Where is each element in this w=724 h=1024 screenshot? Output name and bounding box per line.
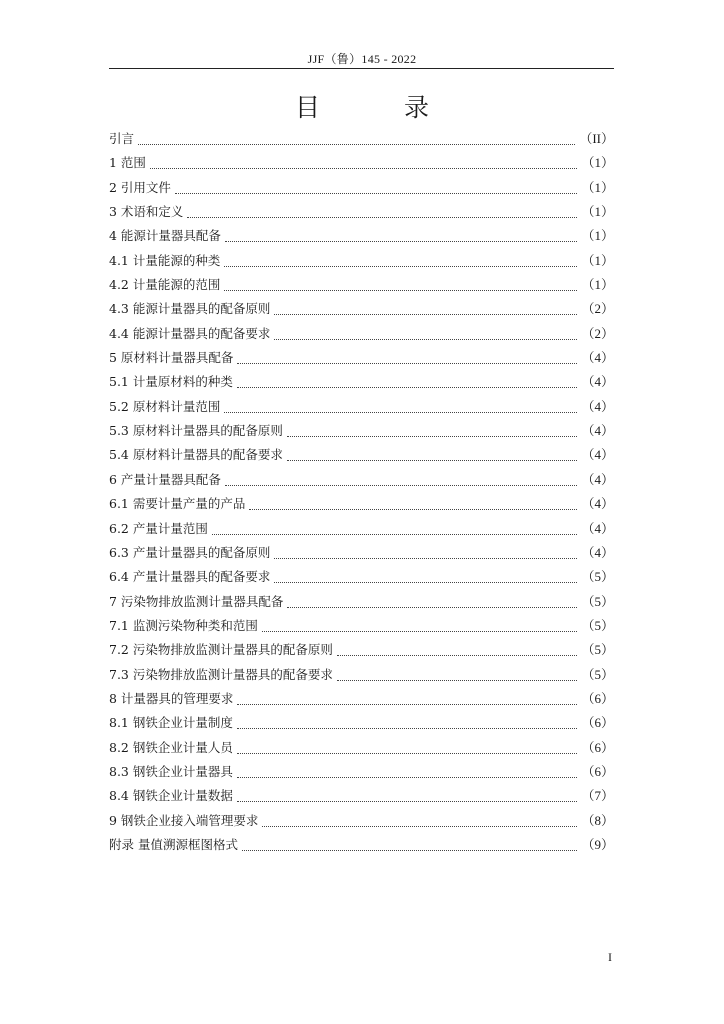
toc-entry[interactable] bbox=[109, 810, 614, 834]
toc-entry-label: 8 计量器具的管理要求 bbox=[109, 690, 234, 706]
toc-entry-page: （5） bbox=[581, 666, 614, 682]
toc-dot-leader bbox=[138, 132, 575, 146]
toc-entry-page: （6） bbox=[581, 739, 614, 755]
toc-dot-leader bbox=[224, 253, 577, 267]
toc-dot-leader bbox=[225, 229, 578, 243]
toc-entry-label: 5.3 原材料计量器具的配备原则 bbox=[109, 423, 283, 439]
toc-entry[interactable] bbox=[109, 542, 614, 566]
toc-entry-label: 7.2 污染物排放监测计量器具的配备原则 bbox=[109, 642, 333, 658]
toc-entry[interactable] bbox=[109, 225, 614, 249]
toc-entry-page: （II） bbox=[579, 131, 614, 146]
toc-entry-label: 3 术语和定义 bbox=[109, 204, 184, 220]
toc-entry[interactable] bbox=[109, 785, 614, 809]
toc-entry[interactable] bbox=[109, 639, 614, 663]
toc-entry-label: 4.4 能源计量器具的配备要求 bbox=[109, 325, 271, 341]
toc-dot-leader bbox=[287, 424, 578, 438]
page-title: 目 录 bbox=[295, 93, 467, 122]
toc-entry-page: （1） bbox=[581, 252, 614, 268]
toc-entry-page: （1） bbox=[581, 179, 614, 195]
toc-entry[interactable] bbox=[109, 128, 614, 152]
toc-dot-leader bbox=[274, 545, 577, 559]
toc-entry-page: （4） bbox=[581, 544, 614, 560]
toc-dot-leader bbox=[212, 521, 578, 535]
toc-entry-label: 6 产量计量器具配备 bbox=[109, 471, 221, 487]
toc-entry[interactable] bbox=[109, 688, 614, 712]
toc-entry[interactable] bbox=[109, 371, 614, 395]
toc-dot-leader bbox=[187, 205, 577, 219]
toc-entry[interactable] bbox=[109, 323, 614, 347]
toc-dot-leader bbox=[274, 302, 577, 316]
toc-entry-label: 7 污染物排放监测计量器具配备 bbox=[109, 593, 284, 609]
toc-entry-label: 附录 量值溯源框图格式 bbox=[109, 836, 238, 852]
toc-entry-page: （1） bbox=[581, 204, 614, 220]
toc-entry-label: 1 范围 bbox=[109, 155, 146, 171]
toc-entry-page: （2） bbox=[581, 301, 614, 317]
toc-entry[interactable] bbox=[109, 761, 614, 785]
toc-entry-label: 5.4 原材料计量器具的配备要求 bbox=[109, 447, 283, 463]
toc-dot-leader bbox=[237, 716, 578, 730]
toc-dot-leader bbox=[249, 497, 577, 511]
header-divider bbox=[109, 68, 614, 69]
toc-dot-leader bbox=[274, 326, 577, 340]
toc-dot-leader bbox=[287, 594, 577, 608]
toc-dot-leader bbox=[237, 740, 578, 754]
toc-entry-page: （6） bbox=[581, 690, 614, 706]
toc-dot-leader bbox=[274, 570, 577, 584]
toc-entry[interactable] bbox=[109, 420, 614, 444]
toc-entry-page: （6） bbox=[581, 763, 614, 779]
toc-entry-page: （6） bbox=[581, 715, 614, 731]
toc-dot-leader bbox=[237, 351, 577, 365]
toc-entry-page: （5） bbox=[581, 617, 614, 633]
toc-entry-label: 8.1 钢铁企业计量制度 bbox=[109, 715, 233, 731]
toc-entry-label: 6.4 产量计量器具的配备要求 bbox=[109, 569, 271, 585]
toc-entry-label: 4.2 计量能源的范围 bbox=[109, 277, 221, 293]
toc-entry[interactable] bbox=[109, 444, 614, 468]
toc-entry-page: （1） bbox=[581, 155, 614, 171]
page-number: I bbox=[608, 950, 612, 964]
toc-dot-leader bbox=[337, 667, 578, 681]
toc-dot-leader bbox=[150, 156, 578, 170]
toc-entry-label: 5.2 原材料计量范围 bbox=[109, 398, 221, 414]
toc-entry-page: （4） bbox=[581, 520, 614, 536]
toc-entry-label: 5 原材料计量器具配备 bbox=[109, 350, 234, 366]
toc-entry[interactable] bbox=[109, 201, 614, 225]
toc-entry-page: （4） bbox=[581, 447, 614, 463]
toc-entry[interactable] bbox=[109, 615, 614, 639]
toc-entry-page: （4） bbox=[581, 496, 614, 512]
toc-dot-leader bbox=[175, 180, 578, 194]
toc-entry-page: （4） bbox=[581, 374, 614, 390]
table-of-contents bbox=[109, 128, 614, 858]
toc-entry[interactable] bbox=[109, 737, 614, 761]
toc-entry-label: 8.2 钢铁企业计量人员 bbox=[109, 739, 233, 755]
toc-entry-label: 6.2 产量计量范围 bbox=[109, 520, 208, 536]
running-header: JJF（鲁）145 - 2022 bbox=[307, 52, 417, 66]
toc-dot-leader bbox=[262, 813, 577, 827]
toc-dot-leader bbox=[225, 472, 578, 486]
toc-entry-page: （9） bbox=[581, 836, 614, 852]
toc-entry-label: 4.1 计量能源的种类 bbox=[109, 252, 221, 268]
toc-entry[interactable] bbox=[109, 250, 614, 274]
toc-dot-leader bbox=[237, 691, 577, 705]
toc-entry-label: 引言 bbox=[109, 131, 135, 146]
toc-entry[interactable] bbox=[109, 152, 614, 176]
toc-entry-page: （4） bbox=[581, 350, 614, 366]
toc-entry-page: （7） bbox=[581, 788, 614, 804]
toc-entry-label: 4.3 能源计量器具的配备原则 bbox=[109, 301, 271, 317]
toc-entry-label: 4 能源计量器具配备 bbox=[109, 228, 221, 244]
toc-entry-page: （2） bbox=[581, 325, 614, 341]
toc-entry-page: （5） bbox=[581, 569, 614, 585]
toc-dot-leader bbox=[237, 789, 578, 803]
toc-entry-label: 2 引用文件 bbox=[109, 179, 171, 195]
toc-entry-label: 8.3 钢铁企业计量器具 bbox=[109, 763, 233, 779]
toc-entry[interactable] bbox=[109, 664, 614, 688]
toc-dot-leader bbox=[337, 643, 578, 657]
toc-entry-label: 6.3 产量计量器具的配备原则 bbox=[109, 544, 271, 560]
toc-entry-page: （1） bbox=[581, 228, 614, 244]
toc-dot-leader bbox=[224, 399, 577, 413]
toc-dot-leader bbox=[262, 618, 578, 632]
toc-entry[interactable] bbox=[109, 177, 614, 201]
toc-entry[interactable] bbox=[109, 834, 614, 858]
toc-entry-page: （4） bbox=[581, 423, 614, 439]
toc-entry[interactable] bbox=[109, 298, 614, 322]
toc-entry-label: 8.4 钢铁企业计量数据 bbox=[109, 788, 233, 804]
toc-dot-leader bbox=[242, 837, 578, 851]
toc-entry-label: 9 钢铁企业接入端管理要求 bbox=[109, 812, 259, 828]
toc-entry[interactable] bbox=[109, 347, 614, 371]
toc-entry[interactable] bbox=[109, 469, 614, 493]
toc-entry-label: 5.1 计量原材料的种类 bbox=[109, 374, 233, 390]
toc-entry[interactable] bbox=[109, 712, 614, 736]
toc-entry[interactable] bbox=[109, 274, 614, 298]
toc-entry-label: 6.1 需要计量产量的产品 bbox=[109, 496, 246, 512]
toc-entry-page: （4） bbox=[581, 398, 614, 414]
toc-entry-label: 7.3 污染物排放监测计量器具的配备要求 bbox=[109, 666, 333, 682]
toc-dot-leader bbox=[287, 448, 578, 462]
toc-entry-page: （5） bbox=[581, 642, 614, 658]
toc-entry[interactable] bbox=[109, 493, 614, 517]
toc-dot-leader bbox=[224, 278, 577, 292]
toc-dot-leader bbox=[237, 764, 578, 778]
toc-entry[interactable] bbox=[109, 566, 614, 590]
toc-entry-page: （8） bbox=[581, 812, 614, 828]
toc-entry[interactable] bbox=[109, 396, 614, 420]
toc-entry[interactable] bbox=[109, 591, 614, 615]
toc-entry-page: （4） bbox=[581, 471, 614, 487]
toc-entry-label: 7.1 监测污染物种类和范围 bbox=[109, 617, 258, 633]
toc-dot-leader bbox=[237, 375, 578, 389]
toc-entry[interactable] bbox=[109, 518, 614, 542]
toc-entry-page: （1） bbox=[581, 277, 614, 293]
toc-entry-page: （5） bbox=[581, 593, 614, 609]
